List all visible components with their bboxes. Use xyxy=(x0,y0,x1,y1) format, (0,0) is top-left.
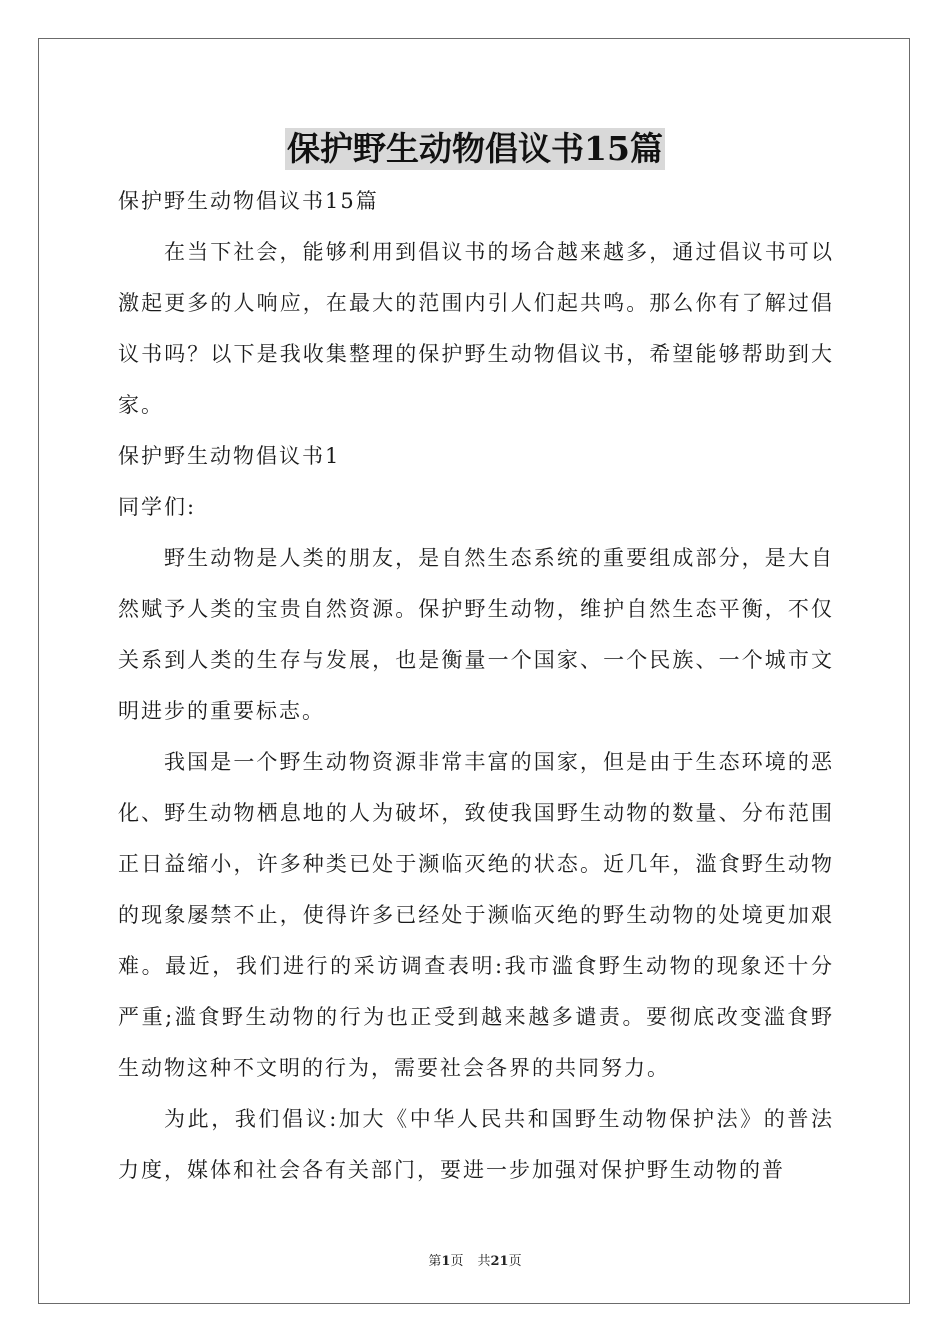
body-paragraph-2: 我国是一个野生动物资源非常丰富的国家，但是由于生态环境的恶化、野生动物栖息地的人为破坏，致使我国野生动物的数量、分布范围正日益缩小，许多种类已处于濒临灭绝的状态。近几年，滥食野生动物的现象屡禁不止，使得许多已经处于濒临灭绝的野生动物的处境更加艰难。最近，我们进行的采访调查表明:我市滥食野生动物的现象还十分严重;滥食野生动物的行为也正受到越来越多谴责。要彻底改变滥食野生动物这种不文明的行为，需要社会各界的共同努力。 xyxy=(118,750,834,1080)
intro-paragraph: 在当下社会，能够利用到倡议书的场合越来越多，通过倡议书可以激起更多的人响应，在最大的范围内引人们起共鸣。那么你有了解过倡议书吗？以下是我收集整理的保护野生动物倡议书，希望能够帮助到大家。 xyxy=(118,240,834,417)
document-body xyxy=(118,176,834,1196)
footer-total-prefix: 共 xyxy=(477,1254,491,1269)
section-heading: 保护野生动物倡议书1 xyxy=(118,444,341,468)
footer-page-suffix: 页 xyxy=(450,1254,464,1269)
body-paragraph-3: 为此，我们倡议:加大《中华人民共和国野生动物保护法》的普法力度，媒体和社会各有关部门，要进一步加强对保护野生动物的普 xyxy=(118,1107,834,1182)
document-title-text: 保护野生动物倡议书15篇 xyxy=(287,129,663,168)
page-footer xyxy=(0,1250,950,1269)
salutation: 同学们: xyxy=(118,495,197,519)
footer-page-number: 1 xyxy=(441,1254,451,1269)
footer-page-prefix: 第 xyxy=(428,1254,442,1269)
footer-total-pages: 21 xyxy=(490,1254,509,1269)
document-title xyxy=(0,128,950,172)
document-subtitle: 保护野生动物倡议书15篇 xyxy=(118,189,379,213)
footer-total-suffix: 页 xyxy=(508,1254,522,1269)
body-paragraph-1: 野生动物是人类的朋友，是自然生态系统的重要组成部分，是大自然赋予人类的宝贵自然资源。保护野生动物，维护自然生态平衡，不仅关系到人类的生存与发展，也是衡量一个国家、一个民族、一个城市文明进步的重要标志。 xyxy=(118,546,834,723)
